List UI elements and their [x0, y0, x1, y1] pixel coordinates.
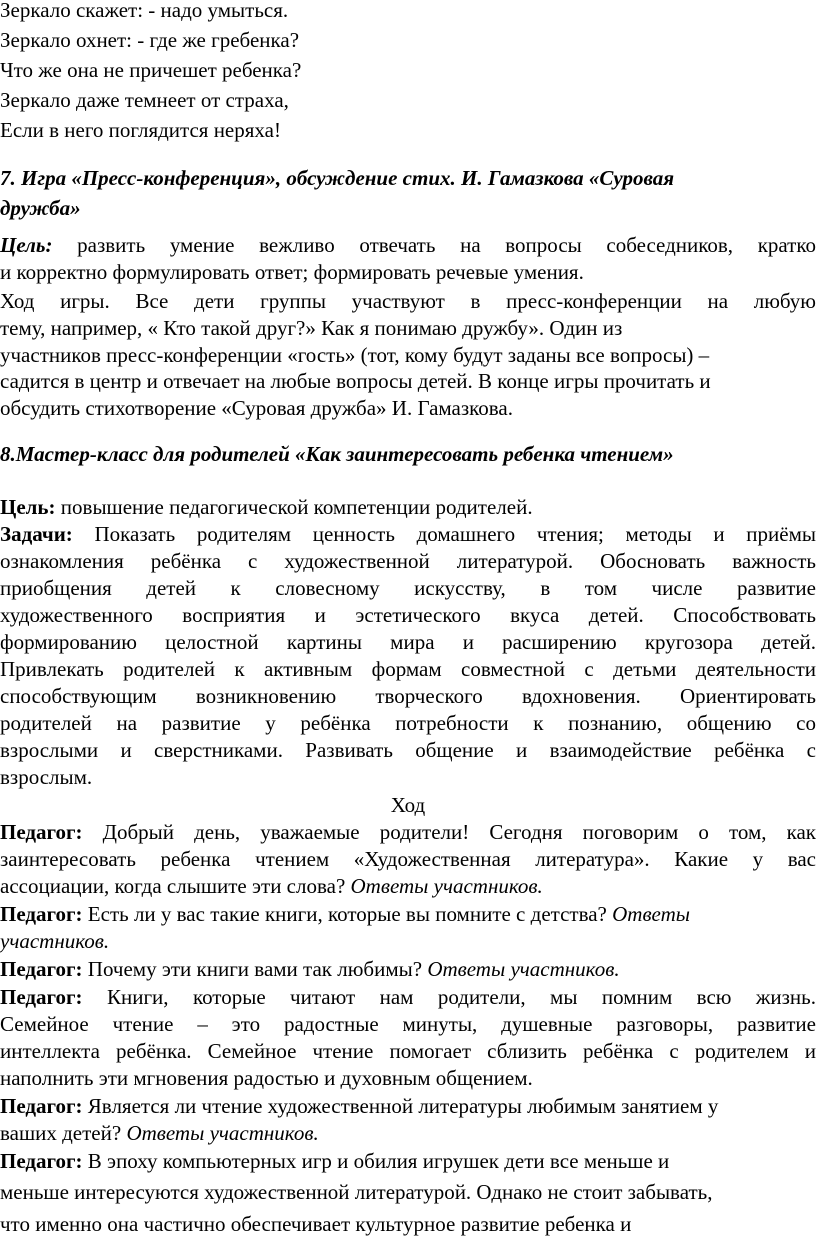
text-line: садится в центр и отвечает на любые вопросы детей. В конце игры прочитать и: [0, 369, 711, 393]
goal-label: Цель:: [0, 495, 56, 519]
speaker-label: Педагог:: [0, 902, 83, 926]
answers-note: Ответы участников.: [350, 874, 543, 898]
text-line: меньше интересуются художественной литературой. Однако не стоит забывать,: [0, 1180, 713, 1204]
section-7-title: 7. Игра «Пресс-конференция», обсуждение стих. И. Гамазкова «Суровая: [0, 166, 675, 190]
section-8-tasks: [0, 520, 816, 548]
dialogue-text: ассоциации, когда слышите эти слова?: [0, 874, 351, 898]
text-line: участников пресс-конференции «гость» (тот, кому будут заданы все вопросы) –: [0, 343, 710, 367]
text-line: способствующим возникновению творческого вдохновения. Ориентировать: [0, 684, 816, 708]
goal-text: развить умение вежливо отвечать на вопросы собеседников, кратко: [52, 233, 816, 257]
dialogue-2: [0, 900, 816, 928]
answers-note: Ответы участников.: [126, 1121, 319, 1145]
dialogue-6: [0, 1147, 816, 1175]
dialogue-text: В эпоху компьютерных игр и обилия игрушек дети все меньше и: [82, 1149, 670, 1173]
text-line: тему, например, « Кто такой друг?» Как я понимаю дружбу». Один из: [0, 316, 623, 340]
text-line: и корректно формулировать ответ; формировать речевые умения.: [0, 260, 584, 284]
text-line: приобщения детей к словесному искусству, в том числе развитие: [0, 576, 816, 600]
dialogue-3: [0, 955, 816, 983]
poem-line: Что же она не причешет ребенка?: [0, 58, 302, 82]
text-line: интеллекта ребёнка. Семейное чтение помогает сблизить ребёнка с родителем и: [0, 1039, 816, 1063]
poem-line: Зеркало скажет: - надо умыться.: [0, 0, 289, 22]
dialogue-text: ваших детей?: [0, 1121, 127, 1145]
poem-line: Зеркало даже темнеет от страха,: [0, 88, 289, 112]
text-line: [0, 1119, 816, 1147]
speaker-label: Педагог:: [0, 1149, 83, 1173]
tasks-label: Задачи:: [0, 522, 73, 546]
speaker-label: Педагог:: [0, 1094, 83, 1118]
section-7-course: Ход игры. Все дети группы участвуют в пресс-конференции на любую: [0, 289, 816, 313]
poem-line: Зеркало охнет: - где же гребенка?: [0, 28, 300, 52]
section-8-goal: [0, 493, 816, 521]
tasks-text: Показать родителям ценность домашнего чтения; методы и приёмы: [72, 522, 816, 546]
section-7-goal: [0, 231, 816, 259]
dialogue-text: Почему эти книги вами так любимы?: [82, 957, 428, 981]
goal-label: Цель:: [0, 233, 53, 257]
course-heading: Ход: [390, 793, 426, 817]
text-line: родителей на развитие у ребёнка потребности к познанию, общению со: [0, 711, 816, 735]
text-line: взрослыми и сверстниками. Развивать общение и взаимодействие ребёнка с: [0, 738, 816, 762]
text-line: заинтересовать ребенка чтением «Художественная литература». Какие у вас: [0, 847, 816, 871]
section-7-title-cont: дружба»: [0, 196, 81, 220]
speaker-label: Педагог:: [0, 957, 83, 981]
answers-note: Ответы: [612, 902, 690, 926]
text-line: художественного восприятия и эстетического вкуса детей. Способствовать: [0, 603, 816, 627]
text-line: Семейное чтение – это радостные минуты, душевные разговоры, развитие: [0, 1012, 816, 1036]
text-line: ознакомления ребёнка с художественной литературой. Обосновать важность: [0, 549, 816, 573]
dialogue-text: Добрый день, уважаемые родители! Сегодня поговорим о том, как: [82, 820, 816, 844]
dialogue-text: Книги, которые читают нам родители, мы помним всю жизнь.: [82, 985, 816, 1009]
answers-note: Ответы участников.: [427, 957, 620, 981]
text-line: формированию целостной картины мира и расширению кругозора детей.: [0, 630, 816, 654]
speaker-label: Педагог:: [0, 820, 83, 844]
speaker-label: Педагог:: [0, 985, 83, 1009]
section-8-title: 8.Мастер-класс для родителей «Как заинтересовать ребенка чтением»: [0, 442, 674, 466]
text-line: взрослым.: [0, 765, 93, 789]
text-line: что именно она частично обеспечивает культурное развитие ребенка и: [0, 1212, 632, 1236]
answers-note: участников.: [0, 929, 110, 953]
text-line: наполнить эти мгновения радостью и духовным общением.: [0, 1066, 533, 1090]
text-line: [0, 872, 816, 900]
dialogue-1: [0, 818, 816, 846]
dialogue-text: Есть ли у вас такие книги, которые вы помните с детства?: [82, 902, 613, 926]
dialogue-5: [0, 1092, 816, 1120]
dialogue-text: Является ли чтение художественной литературы любимым занятием у: [82, 1094, 719, 1118]
poem-line: Если в него поглядится неряха!: [0, 118, 281, 142]
text-line: Привлекать родителей к активным формам совместной с детьми деятельности: [0, 657, 816, 681]
goal-text: повышение педагогической компетенции родителей.: [55, 495, 533, 519]
dialogue-4: [0, 983, 816, 1011]
text-line: обсудить стихотворение «Суровая дружба» И. Гамазкова.: [0, 396, 513, 420]
